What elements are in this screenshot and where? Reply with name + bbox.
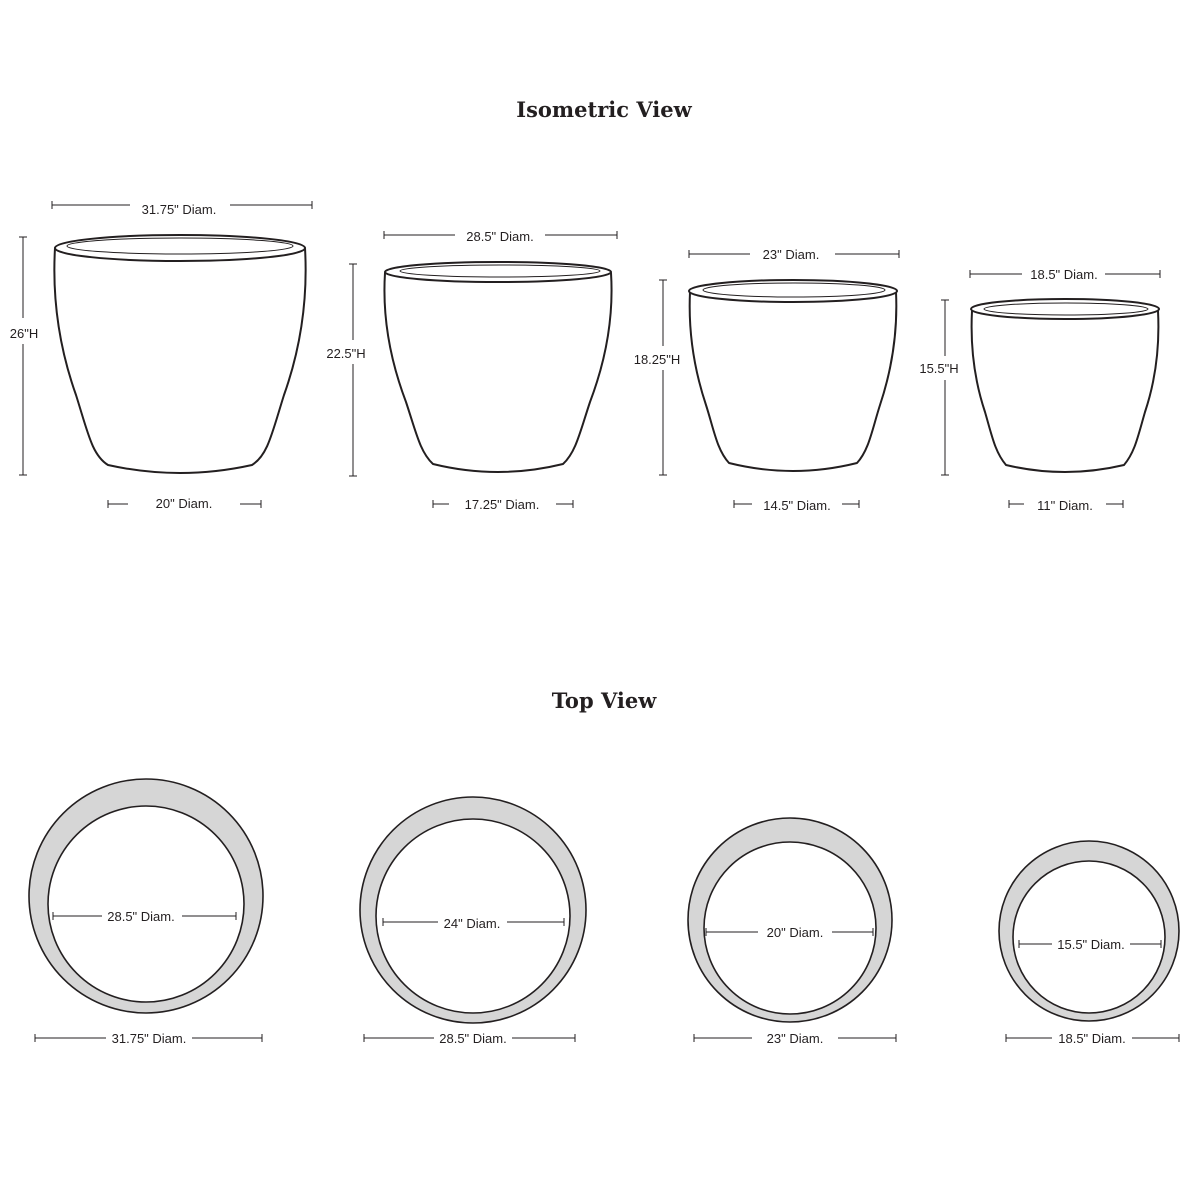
outer-diameter-label: 28.5" Diam. — [439, 1031, 507, 1046]
base-diameter-dimension — [734, 498, 859, 513]
base-diameter-dimension — [433, 497, 573, 512]
top-diameter-dimension — [52, 201, 312, 217]
height-dimension — [10, 237, 38, 475]
base-diameter-label: 17.25" Diam. — [464, 497, 540, 512]
height-dimension — [634, 280, 681, 475]
top-view-title: Top View — [551, 688, 657, 713]
height-label: 22.5"H — [326, 346, 366, 361]
outer-diameter-dimension — [35, 1031, 262, 1046]
outer-diameter-dimension — [1006, 1031, 1179, 1046]
pot-body — [690, 292, 897, 471]
height-label: 26"H — [9, 326, 39, 341]
pot-body — [972, 311, 1159, 472]
pot-body — [54, 248, 305, 473]
inner-diameter-label: 28.5" Diam. — [107, 909, 175, 924]
base-diameter-label: 14.5" Diam. — [763, 498, 831, 513]
pot-body — [384, 273, 611, 472]
top-diameter-dimension — [384, 229, 617, 244]
outer-diameter-label: 23" Diam. — [766, 1031, 824, 1046]
isometric-pot-3 — [634, 247, 899, 513]
base-diameter-dimension — [1009, 498, 1123, 513]
top-diameter-label: 28.5" Diam. — [466, 229, 534, 244]
pot-inner-opening — [48, 806, 244, 1002]
pot-rim — [971, 299, 1159, 319]
top-diameter-dimension — [970, 267, 1160, 282]
top-diameter-dimension — [689, 247, 899, 262]
top-diameter-label: 23" Diam. — [762, 247, 820, 262]
base-diameter-label: 20" Diam. — [155, 496, 213, 511]
base-diameter-label: 11" Diam. — [1037, 498, 1093, 513]
height-label: 18.25"H — [633, 352, 681, 367]
isometric-pot-4 — [919, 267, 1160, 513]
base-diameter-dimension — [108, 496, 261, 511]
top-view-pot-1 — [29, 779, 263, 1046]
outer-diameter-dimension — [694, 1031, 896, 1046]
top-view-pot-3 — [688, 818, 896, 1046]
height-dimension — [919, 300, 958, 475]
outer-diameter-label: 18.5" Diam. — [1058, 1031, 1126, 1046]
inner-diameter-label: 15.5" Diam. — [1057, 937, 1125, 952]
pot-rim — [55, 235, 305, 261]
isometric-view-title: Isometric View — [516, 97, 692, 122]
height-label: 15.5"H — [919, 361, 959, 376]
inner-diameter-label: 24" Diam. — [443, 916, 501, 931]
top-view-pot-4 — [999, 841, 1179, 1046]
outer-diameter-label: 31.75" Diam. — [111, 1031, 187, 1046]
isometric-pot-2 — [326, 229, 617, 512]
isometric-pot-1 — [10, 201, 312, 511]
top-view-pot-2 — [360, 797, 586, 1046]
top-diameter-label: 18.5" Diam. — [1030, 267, 1098, 282]
inner-diameter-label: 20" Diam. — [766, 925, 824, 940]
height-dimension — [326, 264, 365, 476]
outer-diameter-dimension — [364, 1031, 575, 1046]
top-diameter-label: 31.75" Diam. — [141, 202, 217, 217]
